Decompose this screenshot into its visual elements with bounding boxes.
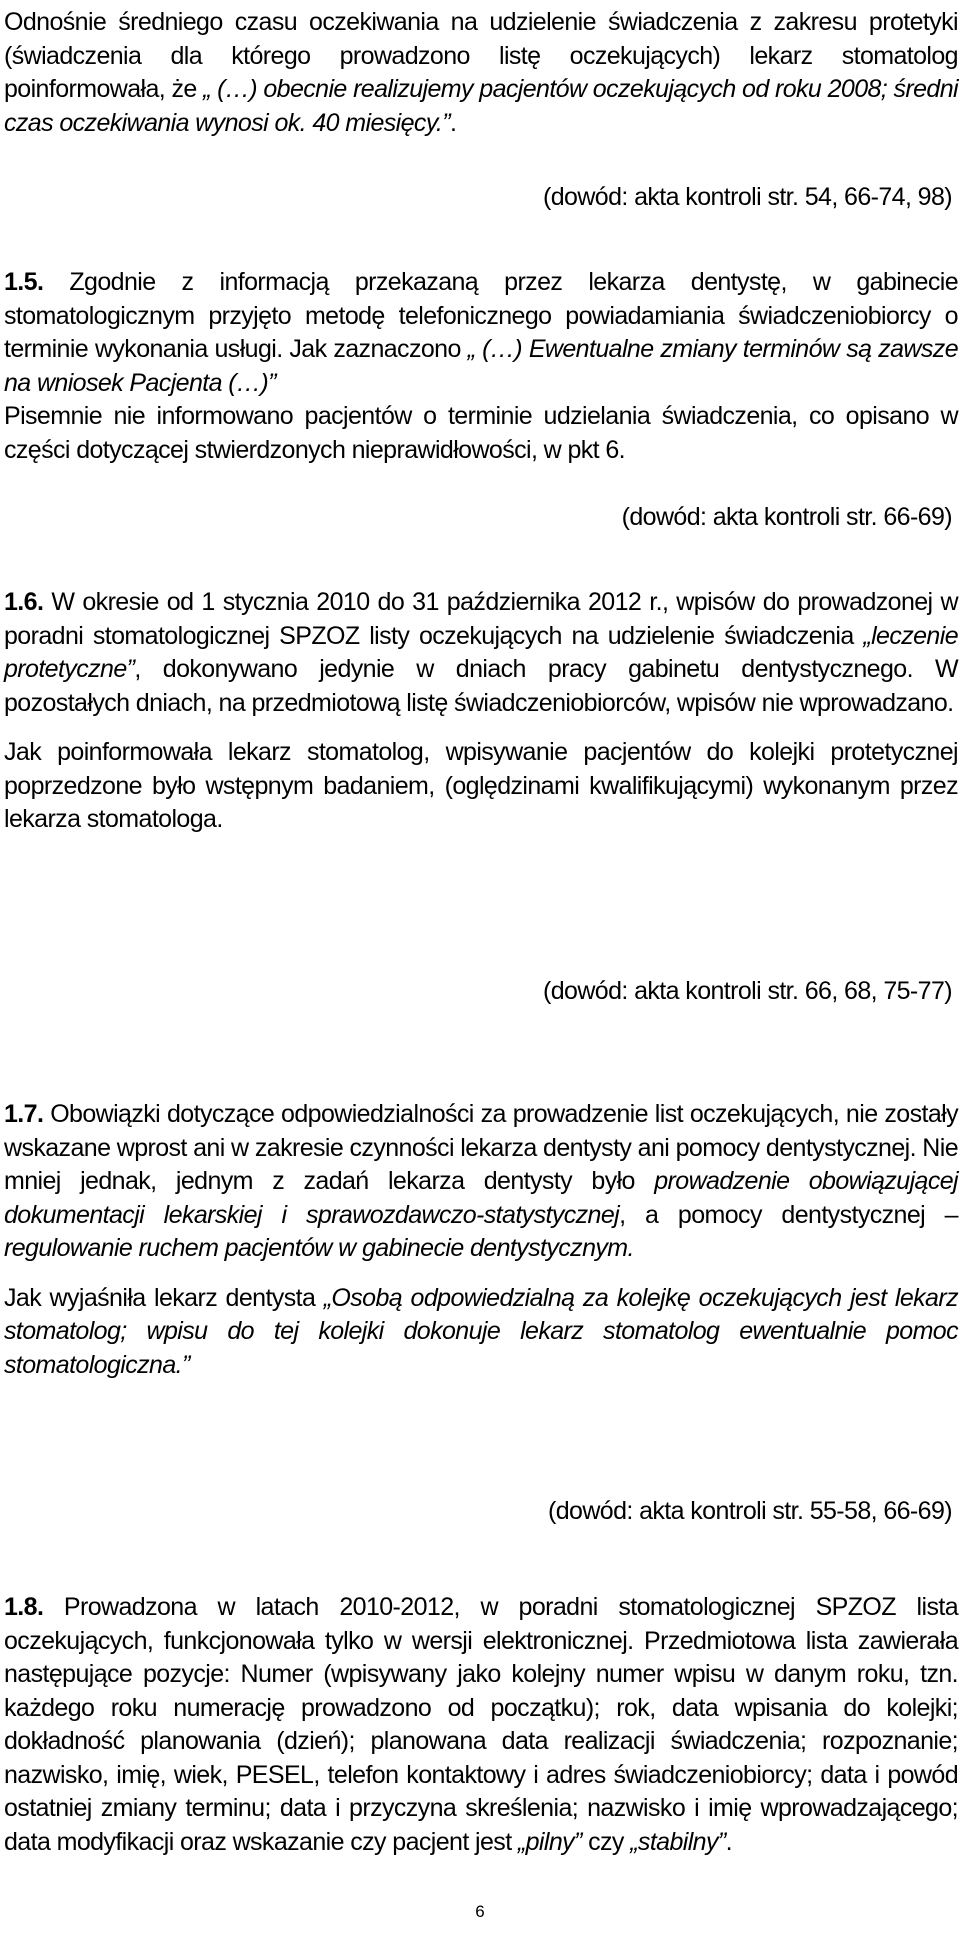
page-number: 6 bbox=[475, 1902, 485, 1921]
section-1-8-body bbox=[4, 1591, 958, 1859]
paragraph bbox=[4, 266, 958, 400]
text-run: Obowiązki dotyczące odpowiedzialności za prowadzenie list oczekujących, nie zostały wskazane wprost ani w zakresie czynności lekarza dentysty ani pomocy dentystycznej. Nie mniej jednak, jednym z zadań lekarza dentysty było bbox=[4, 1100, 958, 1195]
section-1-7-body bbox=[4, 1098, 958, 1382]
paragraph bbox=[4, 1282, 958, 1383]
paragraph bbox=[4, 1098, 958, 1266]
text-run: . bbox=[725, 1827, 732, 1856]
quoted-text: „leczenie protetyczne” bbox=[4, 621, 958, 683]
text-run: czy bbox=[581, 1827, 631, 1856]
section-number: 1.6. bbox=[4, 588, 44, 616]
paragraph bbox=[4, 586, 958, 720]
quoted-text: „ (…) Ewentualne zmiany terminów są zawsze na wniosek Pacjenta (…)” bbox=[4, 335, 958, 397]
paragraph bbox=[4, 400, 958, 467]
text-run: Jak wyjaśniła lekarz dentysta bbox=[4, 1283, 324, 1312]
quoted-text: „stabilny” bbox=[630, 1827, 726, 1856]
evidence-ref-1-7: (dowód: akta kontroli str. 55-58, 66-69) bbox=[547, 1497, 952, 1525]
evidence-ref-1-6: (dowód: akta kontroli str. 66, 68, 75-77) bbox=[543, 977, 952, 1005]
quoted-text: „pilny” bbox=[517, 1827, 582, 1856]
text-run: , dokonywano jedynie w dniach pracy gabinetu dentystycznego. W pozostałych dniach, na przedmiotową listę świadczeniobiorców, wpisów nie wprowadzano. bbox=[4, 655, 958, 717]
paragraph bbox=[4, 1591, 958, 1859]
quoted-text: „Osobą odpowiedzialną za kolejkę oczekujących jest lekarz stomatolog; wpisu do tej kolejki dokonuje lekarz stomatolog ewentualnie pomoc stomatologiczna.” bbox=[4, 1283, 958, 1379]
paragraph bbox=[4, 6, 958, 140]
text-run: W okresie od 1 stycznia 2010 do 31 października 2012 r. bbox=[43, 588, 662, 616]
text-run: . bbox=[449, 108, 457, 137]
section-number: 1.7. bbox=[4, 1100, 44, 1128]
text-run: , wpisów do prowadzonej w poradni stomatologicznej SPZOZ listy oczekujących na udzielenie świadczenia bbox=[4, 588, 958, 650]
section-1-5-body bbox=[4, 266, 958, 467]
text-run: Prowadzona w latach 2010-2012, w poradni stomatologicznej SPZOZ lista oczekujących, funkcjonowała tylko w wersji elektronicznej. Przedmiotowa lista zawierała następujące pozycje: Numer (wpisywany jako kolejny numer wpisu w danym roku, tzn. każdego roku numerację prowadzono od początku); rok, data wpisania do kolejki; dokładność planowania (dzień); planowana data realizacji świadczenia; rozpoznanie; nazwisko, imię, wiek, PESEL, telefon kontaktowy i adres świadczeniobiorcy; data i powód ostatniej zmiany terminu; data i przyczyna skreślenia; nazwisko i imię wprowadzającego; data modyfikacji oraz wskazanie czy pacjent jest bbox=[4, 1593, 958, 1856]
quoted-text: „ (…) obecnie realizujemy pacjentów oczekujących od roku 2008; średni czas oczekiwania wynosi ok. 40 miesięcy.” bbox=[4, 75, 958, 137]
section-number: 1.5. bbox=[4, 268, 44, 296]
text-run: , a pomocy dentystycznej – bbox=[619, 1200, 958, 1229]
text-run: Pisemnie nie informowano pacjentów o terminie udzielania świadczenia, co opisano w części dotyczącej stwierdzonych nieprawidłowości, w pkt 6. bbox=[4, 402, 958, 464]
text-run: Zgodnie z informacją przekazaną przez lekarza dentystę, w gabinecie stomatologicznym przyjęto metodę telefonicznego powiadamiania świadczeniobiorcy o terminie wykonania usługi. Jak zaznaczono bbox=[4, 268, 958, 363]
quoted-text: regulowanie ruchem pacjentów w gabinecie dentystycznym. bbox=[4, 1234, 634, 1262]
text-run: Jak poinformowała lekarz stomatolog, wpisywanie pacjentów do kolejki protetycznej poprzedzone było wstępnym badaniem, (oględzinami kwalifikującymi) wykonanym przez lekarza stomatologa. bbox=[4, 738, 958, 833]
section-intro-body bbox=[4, 6, 958, 140]
quoted-text: prowadzenie obowiązującej dokumentacji lekarskiej i sprawozdawczo-statystycznej bbox=[4, 1167, 959, 1229]
section-number: 1.8. bbox=[4, 1593, 44, 1621]
text-run: Odnośnie średniego czasu oczekiwania na udzielenie świadczenia z zakresu protetyki (świadczenia dla którego prowadzono listę oczekujących) lekarz stomatolog poinformowała, że bbox=[4, 8, 958, 103]
evidence-ref-intro: (dowód: akta kontroli str. 54, 66-74, 98) bbox=[543, 183, 952, 211]
paragraph bbox=[4, 736, 958, 837]
evidence-ref-1-5: (dowód: akta kontroli str. 66-69) bbox=[621, 503, 952, 531]
section-1-6-body bbox=[4, 586, 958, 837]
